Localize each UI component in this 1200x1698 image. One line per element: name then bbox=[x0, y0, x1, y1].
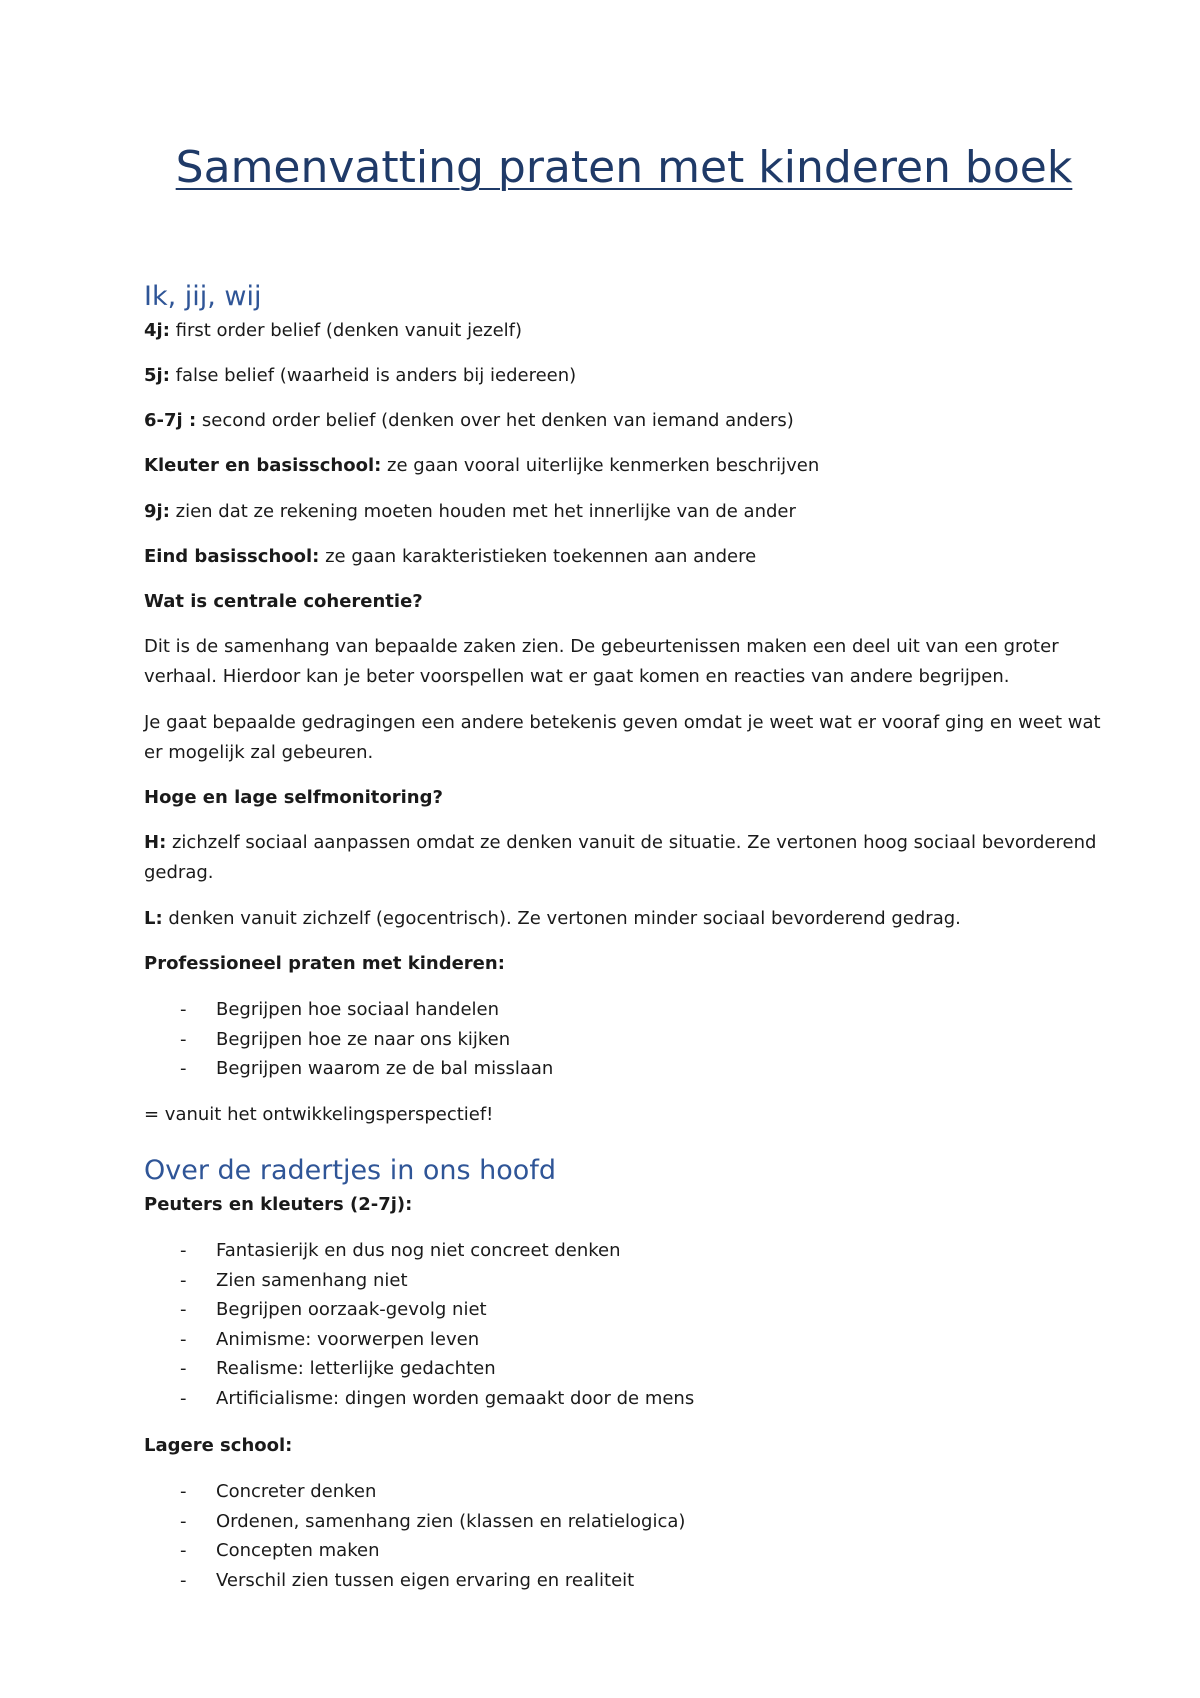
question-centrale-coherentie: Wat is centrale coherentie? bbox=[144, 591, 423, 612]
subheading-lagere-school: Lagere school: bbox=[144, 1435, 293, 1456]
line-eind-basisschool: Eind basisschool: ze gaan karakteristieken toekennen aan andere bbox=[144, 546, 757, 567]
list-item: - Animisme: voorwerpen leven bbox=[144, 1325, 1104, 1355]
list-item: - Fantasierijk en dus nog niet concreet denken bbox=[144, 1236, 1104, 1266]
list-item: - Begrijpen waarom ze de bal misslaan bbox=[144, 1054, 1104, 1084]
list-item: - Artificialisme: dingen worden gemaakt door de mens bbox=[144, 1384, 1104, 1414]
list-item: - Verschil zien tussen eigen ervaring en realiteit bbox=[144, 1566, 1104, 1596]
line-9j: 9j: zien dat ze rekening moeten houden met het innerlijke van de ander bbox=[144, 501, 796, 522]
subheading-peuters-kleuters: Peuters en kleuters (2-7j): bbox=[144, 1194, 413, 1215]
list-item: - Realisme: letterlijke gedachten bbox=[144, 1354, 1104, 1384]
question-professioneel-praten: Professioneel praten met kinderen: bbox=[144, 953, 505, 974]
list-peuters-kleuters bbox=[144, 1236, 1104, 1413]
list-lagere-school bbox=[144, 1477, 1104, 1595]
list-item: - Concepten maken bbox=[144, 1536, 1104, 1566]
list-item: - Concreter denken bbox=[144, 1477, 1104, 1507]
list-item: - Begrijpen hoe sociaal handelen bbox=[144, 995, 1104, 1025]
line-kleuter: Kleuter en basisschool: ze gaan vooral uiterlijke kenmerken beschrijven bbox=[144, 455, 820, 476]
document-title: Samenvatting praten met kinderen boek bbox=[175, 142, 1073, 193]
line-6-7j: 6-7j : second order belief (denken over het denken van iemand anders) bbox=[144, 410, 794, 431]
line-5j: 5j: false belief (waarheid is anders bij iedereen) bbox=[144, 365, 577, 386]
list-item: - Zien samenhang niet bbox=[144, 1266, 1104, 1296]
question-selfmonitoring: Hoge en lage selfmonitoring? bbox=[144, 787, 443, 808]
paragraph-selfmonitoring-h: H: zichzelf sociaal aanpassen omdat ze denken vanuit de situatie. Ze vertonen hoog sociaal bevorderend gedrag. bbox=[144, 832, 1097, 883]
list-item: - Begrijpen hoe ze naar ons kijken bbox=[144, 1025, 1104, 1055]
list-item: - Ordenen, samenhang zien (klassen en relatielogica) bbox=[144, 1507, 1104, 1537]
conclusion-ontwikkelingsperspectief: = vanuit het ontwikkelingsperspectief! bbox=[144, 1104, 494, 1125]
section-heading-radertjes: Over de radertjes in ons hoofd bbox=[144, 1155, 556, 1186]
paragraph-coherentie-1: Dit is de samenhang van bepaalde zaken zien. De gebeurtenissen maken een deel uit van een groter verhaal. Hierdoor kan je beter voorspellen wat er gaat komen en reacties van andere begrijpen. bbox=[144, 636, 1059, 687]
list-item: - Begrijpen oorzaak-gevolg niet bbox=[144, 1295, 1104, 1325]
list-professioneel-praten bbox=[144, 995, 1104, 1084]
section-heading-ik-jij-wij: Ik, jij, wij bbox=[144, 281, 262, 312]
paragraph-selfmonitoring-l: L: denken vanuit zichzelf (egocentrisch). Ze vertonen minder sociaal bevorderend gedrag. bbox=[144, 908, 961, 929]
line-4j: 4j: first order belief (denken vanuit jezelf) bbox=[144, 320, 523, 341]
paragraph-coherentie-2: Je gaat bepaalde gedragingen een andere betekenis geven omdat je weet wat er vooraf ging en weet wat er mogelijk zal gebeuren. bbox=[144, 712, 1101, 763]
